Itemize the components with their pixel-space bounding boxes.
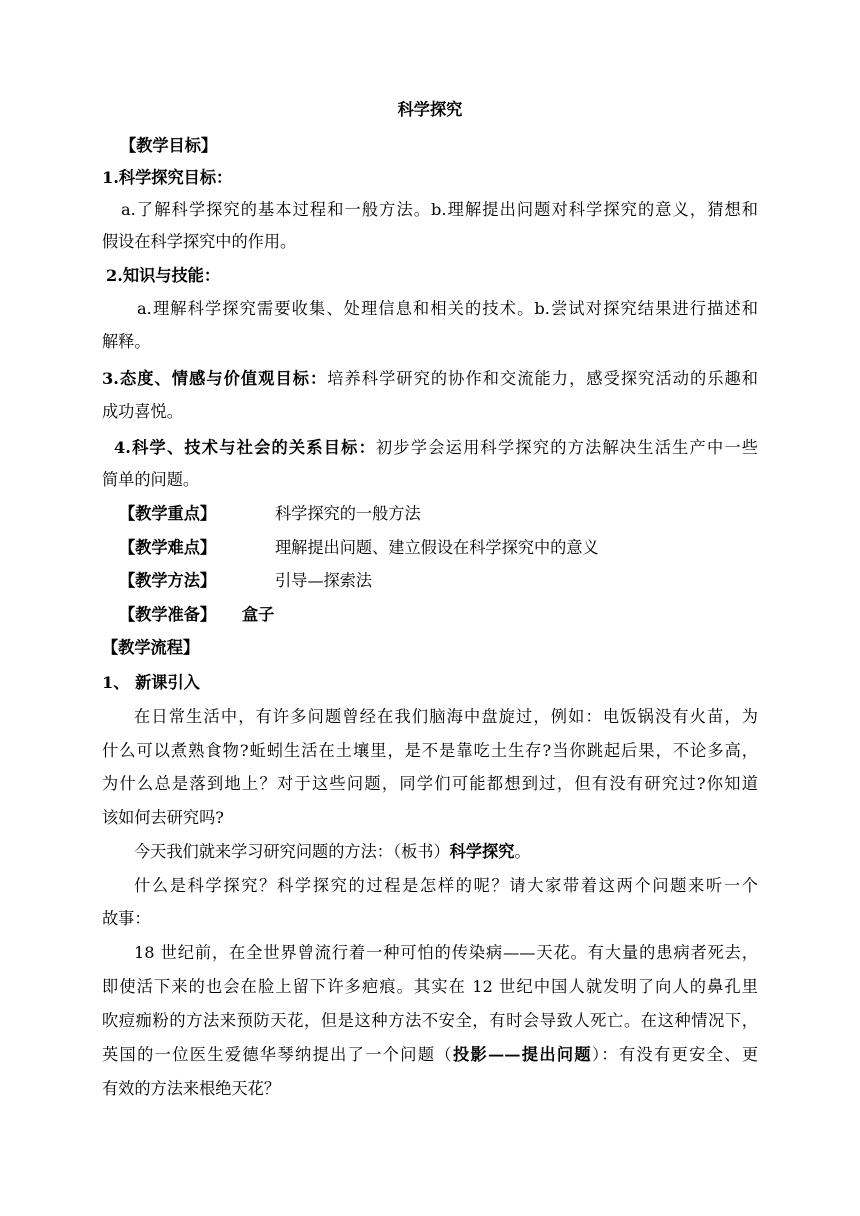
- objective-4-text: 初步学会运用科学探究的方法解决生活生产中一些: [376, 438, 758, 457]
- objective-4-line-2: 简单的问题。: [102, 470, 200, 489]
- key-point-label: 【教学重点】: [119, 504, 217, 523]
- difficulty-label: 【教学难点】: [119, 538, 217, 557]
- paragraph-4-line-4: [102, 1043, 758, 1067]
- section-1-heading: 1、 新课引入: [102, 673, 200, 692]
- paragraph-1-line-2: 什么可以煮熟食物?蚯蚓生活在土壤里，是不是靠吃土生存?当你跳起后果，不论多高，: [102, 741, 758, 760]
- objective-2-line-2: 解释。: [102, 332, 151, 351]
- page-title: 科学探究: [397, 100, 463, 119]
- paragraph-4-line-4-pre: 英国的一位医生爱德华琴纳提出了一个问题（: [102, 1045, 453, 1064]
- paragraph-2-end: 。: [514, 842, 531, 861]
- objective-1-heading: 1.科学探究目标：: [102, 168, 233, 187]
- method-row: [0, 569, 860, 593]
- objective-3-line-1: [102, 367, 758, 391]
- paragraph-2-bold: 科学探究: [449, 842, 515, 861]
- objective-3-line-2: 成功喜悦。: [102, 402, 183, 421]
- objective-4-label: 4.科学、技术与社会的关系目标：: [114, 438, 376, 457]
- objective-3-label: 3.态度、情感与价值观目标：: [102, 369, 328, 388]
- paragraph-4-line-1: 18 世纪前，在全世界曾流行着一种可怕的传染病——天花。有大量的患病者死去，: [134, 943, 758, 962]
- paragraph-4-line-4-bold: 投影——提出问题: [452, 1045, 592, 1064]
- difficulty-row: [0, 536, 860, 560]
- method-label: 【教学方法】: [119, 571, 217, 590]
- paragraph-1-line-3: 为什么总是落到地上？对于这些问题，同学们可能都想到过，但有没有研究过?你知道: [102, 774, 758, 793]
- objective-1-line-1: a.了解科学探究的基本过程和一般方法。b.理解提出问题对科学探究的意义，猜想和: [121, 200, 758, 219]
- method-value: 引导—探索法: [275, 571, 373, 590]
- key-point-row: [0, 502, 860, 526]
- objective-1-line-2: 假设在科学探究中的作用。: [102, 232, 297, 251]
- paragraph-3-line-1: 什么是科学探究？科学探究的过程是怎样的呢？请大家带着这两个问题来听一个: [134, 876, 758, 895]
- objectives-heading: 【教学目标】: [120, 136, 218, 155]
- process-heading: 【教学流程】: [102, 638, 200, 657]
- paragraph-4-line-3: 吹痘痂粉的方法来预防天花，但是这种方法不安全，有时会导致人死亡。在这种情况下，: [102, 1011, 758, 1030]
- paragraph-2-text: 今天我们就来学习研究问题的方法：（板书）: [134, 842, 450, 861]
- difficulty-value: 理解提出问题、建立假设在科学探究中的意义: [275, 538, 599, 557]
- paragraph-3-line-2: 故事：: [102, 909, 151, 928]
- objective-2-heading: 2.知识与技能：: [106, 266, 221, 285]
- prep-row: [0, 603, 860, 627]
- prep-label: 【教学准备】: [119, 605, 217, 624]
- paragraph-2: [134, 840, 860, 864]
- objective-4-line-1: [114, 436, 758, 460]
- paragraph-1-line-4: 该如何去研究吗?: [102, 808, 224, 827]
- paragraph-1-line-1: 在日常生活中，有许多问题曾经在我们脑海中盘旋过，例如：电饭锅没有火苗，为: [134, 707, 758, 726]
- prep-value: 盒子: [242, 605, 275, 624]
- key-point-value: 科学探究的一般方法: [275, 504, 421, 523]
- objective-2-line-1: a.理解科学探究需要收集、处理信息和相关的技术。b.尝试对探究结果进行描述和: [137, 299, 758, 318]
- paragraph-4-line-4-post: ）：有没有更安全、更: [591, 1045, 759, 1064]
- objective-3-text: 培养科学研究的协作和交流能力，感受探究活动的乐趣和: [327, 369, 758, 388]
- paragraph-4-line-2: 即使活下来的也会在脸上留下许多疤痕。其实在 12 世纪中国人就发明了向人的鼻孔里: [102, 977, 758, 996]
- paragraph-4-line-5: 有效的方法来根绝天花？: [102, 1079, 281, 1098]
